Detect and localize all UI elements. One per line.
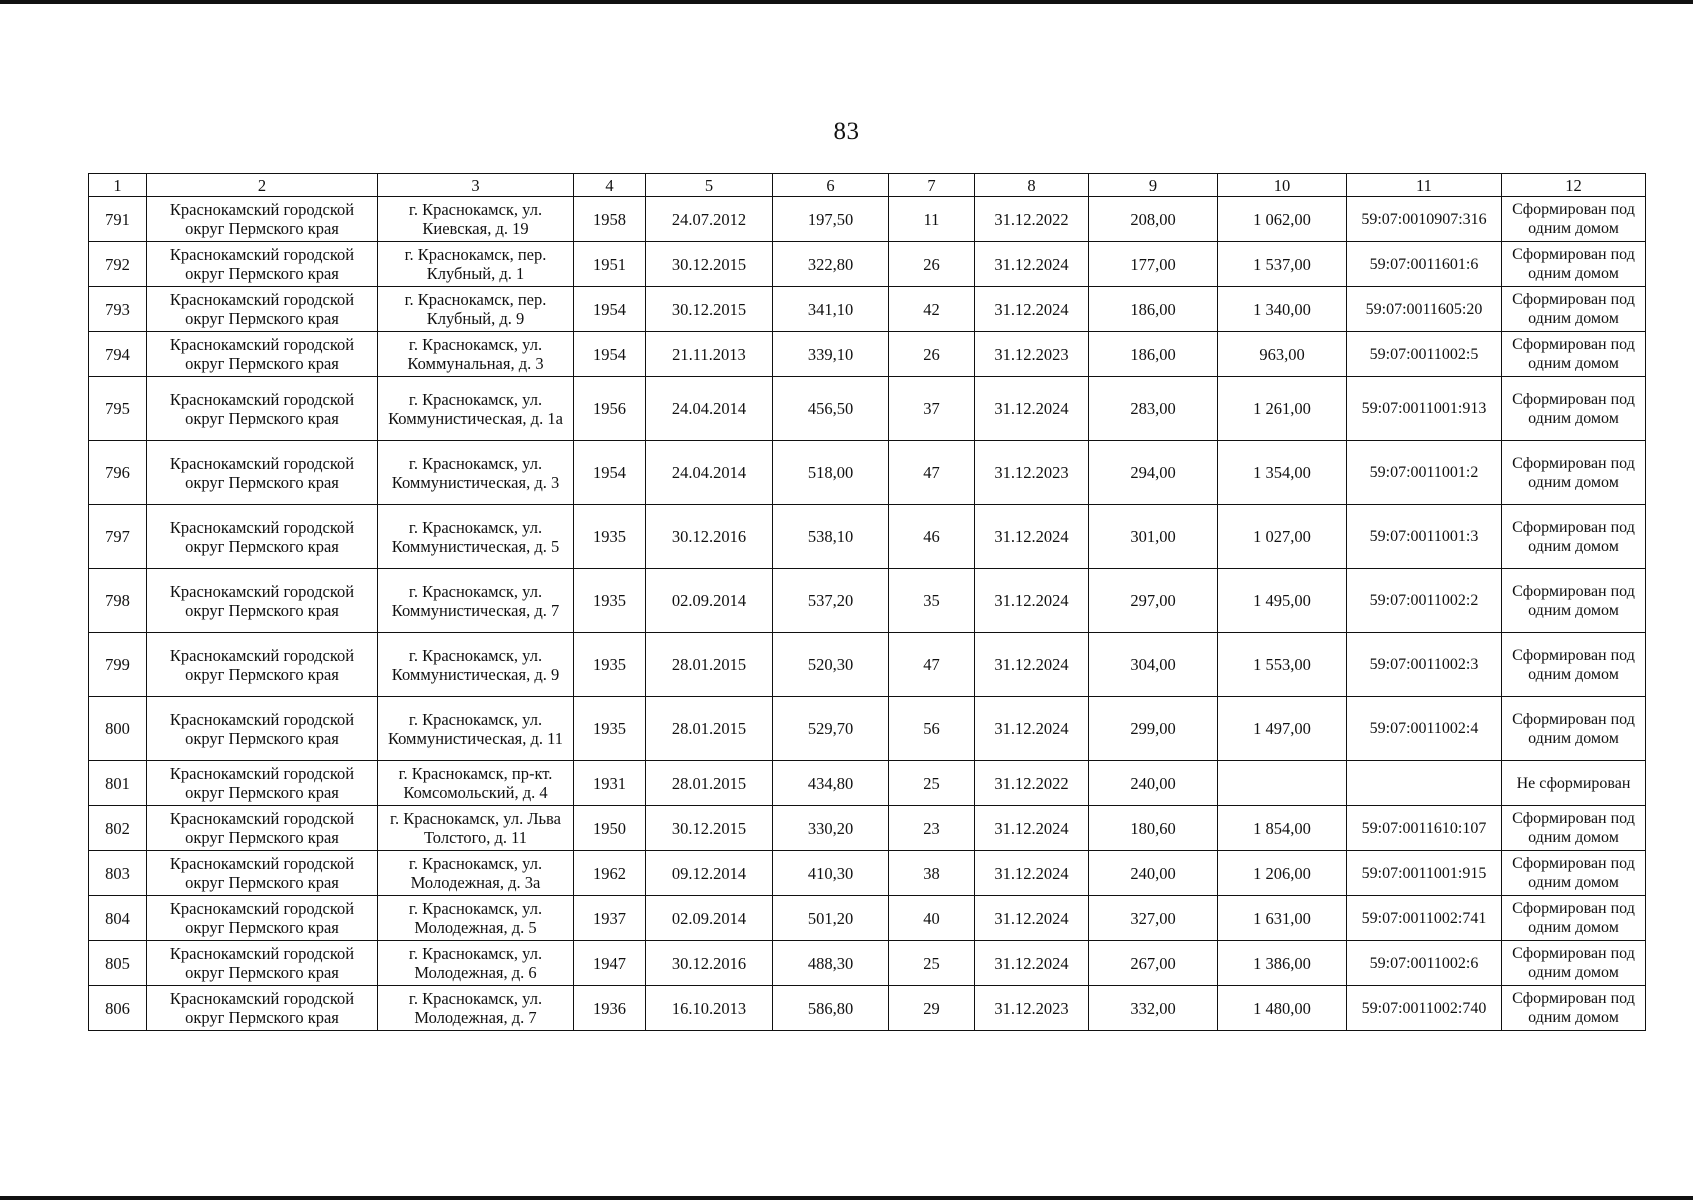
cell-cadastral-number: 59:07:0011001:3 (1347, 505, 1502, 569)
cell-date: 21.11.2013 (646, 332, 773, 377)
cell-deadline: 31.12.2023 (975, 332, 1089, 377)
cell-value-9: 294,00 (1089, 441, 1218, 505)
cell-land-status: Сформирован под одним домом (1502, 697, 1646, 761)
cell-deadline: 31.12.2024 (975, 242, 1089, 287)
cell-residents: 38 (889, 851, 975, 896)
cell-row-number: 796 (89, 441, 147, 505)
cell-value-9: 240,00 (1089, 851, 1218, 896)
cell-value-10: 1 354,00 (1218, 441, 1347, 505)
cell-residents: 29 (889, 986, 975, 1031)
cell-deadline: 31.12.2023 (975, 986, 1089, 1031)
cell-row-number: 792 (89, 242, 147, 287)
cell-municipality: Краснокамский городской округ Пермского края (147, 505, 378, 569)
cell-area: 501,20 (773, 896, 889, 941)
cell-municipality: Краснокамский городской округ Пермского края (147, 441, 378, 505)
cell-address: г. Краснокамск, ул. Молодежная, д. 6 (378, 941, 574, 986)
cell-address: г. Краснокамск, ул. Коммунистическая, д. 3 (378, 441, 574, 505)
cell-row-number: 806 (89, 986, 147, 1031)
cell-date: 30.12.2015 (646, 242, 773, 287)
cell-year-built: 1954 (574, 441, 646, 505)
cell-land-status: Сформирован под одним домом (1502, 569, 1646, 633)
cell-land-status: Сформирован под одним домом (1502, 377, 1646, 441)
cell-year-built: 1935 (574, 697, 646, 761)
cell-year-built: 1936 (574, 986, 646, 1031)
cell-area: 537,20 (773, 569, 889, 633)
cell-residents: 47 (889, 633, 975, 697)
cell-year-built: 1954 (574, 287, 646, 332)
cell-area: 339,10 (773, 332, 889, 377)
cell-municipality: Краснокамский городской округ Пермского края (147, 806, 378, 851)
cell-land-status: Сформирован под одним домом (1502, 441, 1646, 505)
cell-residents: 26 (889, 242, 975, 287)
cell-cadastral-number: 59:07:0011002:740 (1347, 986, 1502, 1031)
cell-land-status: Сформирован под одним домом (1502, 287, 1646, 332)
cell-address: г. Краснокамск, пр-кт. Комсомольский, д. 4 (378, 761, 574, 806)
cell-deadline: 31.12.2024 (975, 377, 1089, 441)
cell-municipality: Краснокамский городской округ Пермского края (147, 633, 378, 697)
cell-land-status: Сформирован под одним домом (1502, 197, 1646, 242)
cell-value-9: 267,00 (1089, 941, 1218, 986)
cell-row-number: 805 (89, 941, 147, 986)
cell-year-built: 1947 (574, 941, 646, 986)
header-row (89, 174, 1646, 197)
table-row (89, 851, 1646, 896)
cell-value-9: 180,60 (1089, 806, 1218, 851)
cell-deadline: 31.12.2022 (975, 197, 1089, 242)
cell-value-9: 299,00 (1089, 697, 1218, 761)
cell-cadastral-number: 59:07:0011001:913 (1347, 377, 1502, 441)
page-number: 83 (833, 118, 860, 145)
cell-date: 28.01.2015 (646, 697, 773, 761)
cell-value-9: 186,00 (1089, 287, 1218, 332)
cell-value-9: 332,00 (1089, 986, 1218, 1031)
cell-area: 538,10 (773, 505, 889, 569)
cell-land-status: Сформирован под одним домом (1502, 851, 1646, 896)
cell-address: г. Краснокамск, ул. Коммунистическая, д. 11 (378, 697, 574, 761)
cell-cadastral-number: 59:07:0011601:6 (1347, 242, 1502, 287)
cell-date: 30.12.2016 (646, 505, 773, 569)
cell-address: г. Краснокамск, ул. Коммунистическая, д. 1а (378, 377, 574, 441)
cell-deadline: 31.12.2024 (975, 851, 1089, 896)
cell-residents: 35 (889, 569, 975, 633)
cell-address: г. Краснокамск, пер. Клубный, д. 1 (378, 242, 574, 287)
cell-date: 02.09.2014 (646, 569, 773, 633)
cell-municipality: Краснокамский городской округ Пермского края (147, 242, 378, 287)
cell-cadastral-number: 59:07:0011002:5 (1347, 332, 1502, 377)
cell-area: 434,80 (773, 761, 889, 806)
cell-row-number: 798 (89, 569, 147, 633)
cell-address: г. Краснокамск, ул. Коммунальная, д. 3 (378, 332, 574, 377)
cell-year-built: 1935 (574, 505, 646, 569)
column-header-12: 12 (1502, 174, 1646, 197)
column-header-2: 2 (147, 174, 378, 197)
cell-cadastral-number: 59:07:0011001:915 (1347, 851, 1502, 896)
cell-value-9: 327,00 (1089, 896, 1218, 941)
cell-value-9: 304,00 (1089, 633, 1218, 697)
table-row (89, 697, 1646, 761)
cell-municipality: Краснокамский городской округ Пермского края (147, 941, 378, 986)
cell-date: 30.12.2015 (646, 806, 773, 851)
column-header-10: 10 (1218, 174, 1347, 197)
cell-area: 529,70 (773, 697, 889, 761)
cell-year-built: 1935 (574, 569, 646, 633)
cell-row-number: 799 (89, 633, 147, 697)
cell-row-number: 800 (89, 697, 147, 761)
cell-area: 488,30 (773, 941, 889, 986)
cell-area: 197,50 (773, 197, 889, 242)
table-row (89, 377, 1646, 441)
cell-area: 456,50 (773, 377, 889, 441)
cell-cadastral-number: 59:07:0011002:3 (1347, 633, 1502, 697)
cell-deadline: 31.12.2024 (975, 806, 1089, 851)
cell-deadline: 31.12.2022 (975, 761, 1089, 806)
cell-residents: 40 (889, 896, 975, 941)
scan-bottom-edge (0, 1196, 1693, 1200)
cell-deadline: 31.12.2024 (975, 941, 1089, 986)
table-header (89, 174, 1646, 197)
cell-deadline: 31.12.2024 (975, 697, 1089, 761)
table-row (89, 505, 1646, 569)
cell-residents: 42 (889, 287, 975, 332)
cell-municipality: Краснокамский городской округ Пермского края (147, 332, 378, 377)
cell-deadline: 31.12.2023 (975, 441, 1089, 505)
cell-value-10: 1 062,00 (1218, 197, 1347, 242)
cell-year-built: 1962 (574, 851, 646, 896)
table-row (89, 986, 1646, 1031)
cell-land-status: Сформирован под одним домом (1502, 806, 1646, 851)
cell-year-built: 1954 (574, 332, 646, 377)
cell-cadastral-number: 59:07:0010907:316 (1347, 197, 1502, 242)
column-header-9: 9 (1089, 174, 1218, 197)
table-row (89, 242, 1646, 287)
cell-area: 520,30 (773, 633, 889, 697)
cell-value-9: 283,00 (1089, 377, 1218, 441)
column-header-8: 8 (975, 174, 1089, 197)
cell-value-10: 1 553,00 (1218, 633, 1347, 697)
table-row (89, 569, 1646, 633)
column-header-3: 3 (378, 174, 574, 197)
cell-area: 341,10 (773, 287, 889, 332)
cell-residents: 46 (889, 505, 975, 569)
cell-value-10: 1 495,00 (1218, 569, 1347, 633)
cell-value-10 (1218, 761, 1347, 806)
cell-value-10: 1 631,00 (1218, 896, 1347, 941)
cell-deadline: 31.12.2024 (975, 569, 1089, 633)
cell-value-9: 208,00 (1089, 197, 1218, 242)
cell-municipality: Краснокамский городской округ Пермского края (147, 761, 378, 806)
table-row (89, 806, 1646, 851)
cell-address: г. Краснокамск, ул. Киевская, д. 19 (378, 197, 574, 242)
cell-area: 410,30 (773, 851, 889, 896)
cell-year-built: 1950 (574, 806, 646, 851)
cell-year-built: 1958 (574, 197, 646, 242)
housing-registry-table (88, 173, 1646, 1031)
cell-date: 24.04.2014 (646, 377, 773, 441)
cell-row-number: 797 (89, 505, 147, 569)
cell-municipality: Краснокамский городской округ Пермского края (147, 896, 378, 941)
cell-address: г. Краснокамск, ул. Коммунистическая, д. 9 (378, 633, 574, 697)
cell-cadastral-number: 59:07:0011001:2 (1347, 441, 1502, 505)
cell-land-status: Не сформирован (1502, 761, 1646, 806)
cell-cadastral-number (1347, 761, 1502, 806)
cell-land-status: Сформирован под одним домом (1502, 633, 1646, 697)
cell-residents: 47 (889, 441, 975, 505)
cell-residents: 26 (889, 332, 975, 377)
cell-date: 16.10.2013 (646, 986, 773, 1031)
cell-municipality: Краснокамский городской округ Пермского края (147, 697, 378, 761)
table-row (89, 197, 1646, 242)
cell-residents: 56 (889, 697, 975, 761)
column-header-6: 6 (773, 174, 889, 197)
cell-value-10: 1 386,00 (1218, 941, 1347, 986)
cell-value-9: 301,00 (1089, 505, 1218, 569)
cell-row-number: 793 (89, 287, 147, 332)
column-header-5: 5 (646, 174, 773, 197)
cell-value-9: 240,00 (1089, 761, 1218, 806)
cell-value-9: 297,00 (1089, 569, 1218, 633)
cell-value-10: 1 027,00 (1218, 505, 1347, 569)
table-row (89, 287, 1646, 332)
cell-year-built: 1931 (574, 761, 646, 806)
cell-date: 30.12.2016 (646, 941, 773, 986)
column-header-1: 1 (89, 174, 147, 197)
column-header-7: 7 (889, 174, 975, 197)
cell-value-10: 1 537,00 (1218, 242, 1347, 287)
cell-municipality: Краснокамский городской округ Пермского края (147, 377, 378, 441)
cell-date: 28.01.2015 (646, 761, 773, 806)
cell-cadastral-number: 59:07:0011002:4 (1347, 697, 1502, 761)
cell-cadastral-number: 59:07:0011605:20 (1347, 287, 1502, 332)
table-row (89, 896, 1646, 941)
cell-date: 24.04.2014 (646, 441, 773, 505)
cell-deadline: 31.12.2024 (975, 287, 1089, 332)
cell-date: 02.09.2014 (646, 896, 773, 941)
cell-residents: 25 (889, 761, 975, 806)
cell-cadastral-number: 59:07:0011002:741 (1347, 896, 1502, 941)
cell-cadastral-number: 59:07:0011610:107 (1347, 806, 1502, 851)
scan-top-edge (0, 0, 1693, 4)
table-body (89, 197, 1646, 1031)
table-row (89, 332, 1646, 377)
cell-year-built: 1935 (574, 633, 646, 697)
cell-value-9: 186,00 (1089, 332, 1218, 377)
cell-row-number: 795 (89, 377, 147, 441)
cell-date: 24.07.2012 (646, 197, 773, 242)
cell-year-built: 1956 (574, 377, 646, 441)
cell-municipality: Краснокамский городской округ Пермского края (147, 287, 378, 332)
cell-address: г. Краснокамск, ул. Молодежная, д. 7 (378, 986, 574, 1031)
cell-municipality: Краснокамский городской округ Пермского края (147, 569, 378, 633)
table-row (89, 761, 1646, 806)
cell-year-built: 1937 (574, 896, 646, 941)
cell-value-10: 1 206,00 (1218, 851, 1347, 896)
cell-address: г. Краснокамск, ул. Льва Толстого, д. 11 (378, 806, 574, 851)
cell-land-status: Сформирован под одним домом (1502, 242, 1646, 287)
cell-residents: 23 (889, 806, 975, 851)
cell-municipality: Краснокамский городской округ Пермского края (147, 197, 378, 242)
cell-land-status: Сформирован под одним домом (1502, 941, 1646, 986)
cell-value-10: 1 480,00 (1218, 986, 1347, 1031)
cell-residents: 11 (889, 197, 975, 242)
cell-row-number: 804 (89, 896, 147, 941)
cell-row-number: 803 (89, 851, 147, 896)
cell-value-10: 1 497,00 (1218, 697, 1347, 761)
table-row (89, 441, 1646, 505)
cell-deadline: 31.12.2024 (975, 896, 1089, 941)
cell-row-number: 794 (89, 332, 147, 377)
cell-value-10: 963,00 (1218, 332, 1347, 377)
table-row (89, 941, 1646, 986)
cell-address: г. Краснокамск, ул. Коммунистическая, д. 7 (378, 569, 574, 633)
table-row (89, 633, 1646, 697)
cell-address: г. Краснокамск, ул. Молодежная, д. 5 (378, 896, 574, 941)
cell-address: г. Краснокамск, ул. Молодежная, д. 3а (378, 851, 574, 896)
cell-residents: 37 (889, 377, 975, 441)
cell-year-built: 1951 (574, 242, 646, 287)
cell-address: г. Краснокамск, ул. Коммунистическая, д. 5 (378, 505, 574, 569)
column-header-4: 4 (574, 174, 646, 197)
cell-area: 330,20 (773, 806, 889, 851)
cell-date: 28.01.2015 (646, 633, 773, 697)
cell-date: 09.12.2014 (646, 851, 773, 896)
cell-cadastral-number: 59:07:0011002:2 (1347, 569, 1502, 633)
cell-row-number: 801 (89, 761, 147, 806)
cell-row-number: 802 (89, 806, 147, 851)
cell-land-status: Сформирован под одним домом (1502, 505, 1646, 569)
cell-date: 30.12.2015 (646, 287, 773, 332)
cell-area: 322,80 (773, 242, 889, 287)
cell-land-status: Сформирован под одним домом (1502, 986, 1646, 1031)
cell-residents: 25 (889, 941, 975, 986)
cell-row-number: 791 (89, 197, 147, 242)
cell-value-10: 1 854,00 (1218, 806, 1347, 851)
cell-land-status: Сформирован под одним домом (1502, 896, 1646, 941)
column-header-11: 11 (1347, 174, 1502, 197)
cell-value-9: 177,00 (1089, 242, 1218, 287)
cell-deadline: 31.12.2024 (975, 633, 1089, 697)
cell-municipality: Краснокамский городской округ Пермского края (147, 851, 378, 896)
cell-land-status: Сформирован под одним домом (1502, 332, 1646, 377)
cell-value-10: 1 340,00 (1218, 287, 1347, 332)
cell-value-10: 1 261,00 (1218, 377, 1347, 441)
cell-area: 518,00 (773, 441, 889, 505)
cell-deadline: 31.12.2024 (975, 505, 1089, 569)
cell-cadastral-number: 59:07:0011002:6 (1347, 941, 1502, 986)
cell-municipality: Краснокамский городской округ Пермского края (147, 986, 378, 1031)
cell-area: 586,80 (773, 986, 889, 1031)
cell-address: г. Краснокамск, пер. Клубный, д. 9 (378, 287, 574, 332)
